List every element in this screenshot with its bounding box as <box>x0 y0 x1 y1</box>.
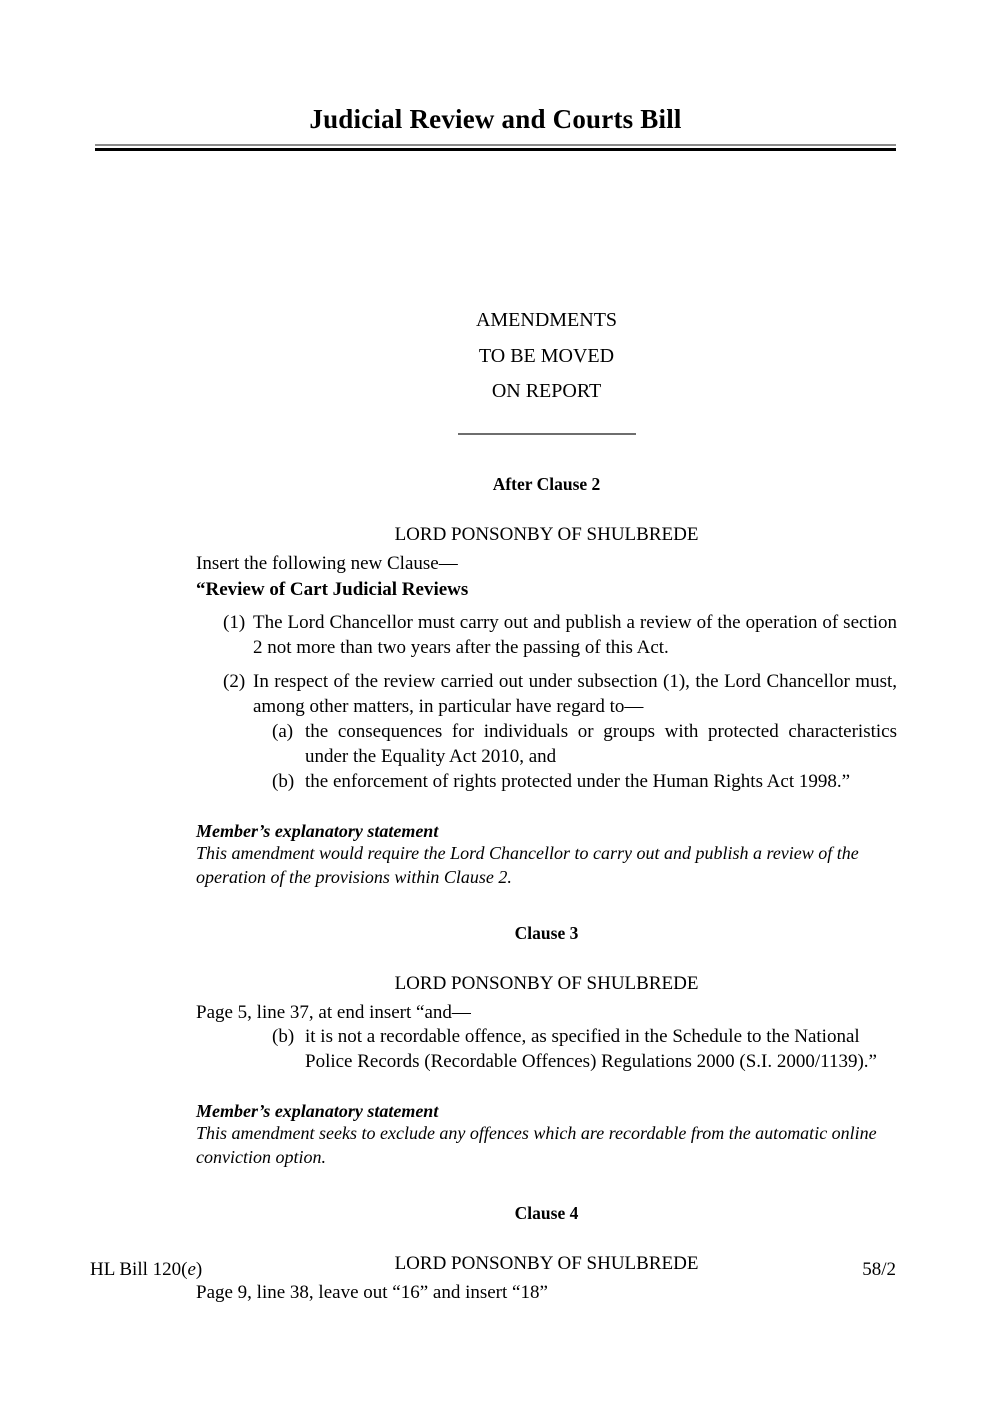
page-number: 58/2 <box>862 1259 896 1280</box>
item-text: it is not a recordable offence, as specified in the Schedule to the National Police Records (Recordable Offences) Regulations 2000 (S.I. 2000/1139).” <box>305 1026 877 1072</box>
lead-line-1: Insert the following new Clause— <box>196 553 458 574</box>
document-body <box>196 474 897 1304</box>
item-marker: (b) <box>272 1026 295 1047</box>
explanatory-statement-text-2: This amendment seeks to exclude any offences which are recordable from the automatic online conviction option. <box>196 1123 877 1167</box>
heading-line-3: ON REPORT <box>491 380 602 402</box>
lead-line-2: Page 5, line 37, at end insert “and— <box>196 1002 471 1023</box>
spacer <box>196 1169 897 1203</box>
spacer <box>196 660 897 669</box>
item-marker: (a) <box>272 721 294 742</box>
member-name-1: LORD PONSONBY OF SHULBREDE <box>394 524 699 545</box>
title-rule-thin <box>95 144 896 146</box>
spacer <box>196 995 897 1002</box>
heading-divider-wrap <box>196 425 897 443</box>
item-text: the consequences for individuals or groups with protected characteristics under the Equality Act 2010, and <box>305 721 897 767</box>
heading-divider <box>458 433 636 435</box>
explanatory-statement-heading-2: Member’s explanatory statement <box>196 1101 439 1121</box>
list-item <box>196 1024 897 1074</box>
item-text: the enforcement of rights protected under the Human Rights Act 1998.” <box>305 771 851 792</box>
clause-heading-clause-3: Clause 3 <box>514 923 579 943</box>
list-item <box>196 769 897 794</box>
amendments-heading <box>196 303 897 410</box>
heading-line-2: TO BE MOVED <box>478 344 615 367</box>
item-marker: (1) <box>223 612 246 633</box>
spacer <box>196 495 897 524</box>
item-marker: (2) <box>223 671 246 692</box>
bill-reference-suffix: ) <box>195 1259 203 1280</box>
list-item <box>196 610 897 660</box>
member-name-3: LORD PONSONBY OF SHULBREDE <box>394 1253 699 1274</box>
item-marker: (b) <box>272 771 295 792</box>
item-text: In respect of the review carried out under subsection (1), the Lord Chancellor must, among other matters, in particular have regard to— <box>253 671 897 717</box>
list-item <box>196 719 897 769</box>
bill-reference <box>90 1259 202 1281</box>
spacer <box>196 601 897 610</box>
page-footer <box>90 1259 896 1281</box>
bill-reference-prefix: HL Bill 120( <box>90 1259 188 1280</box>
spacer <box>196 794 897 821</box>
lead-line-3: Page 9, line 38, leave out “16” and insert “18” <box>196 1282 548 1303</box>
new-clause-title: “Review of Cart Judicial Reviews <box>196 579 469 600</box>
item-text: The Lord Chancellor must carry out and publish a review of the operation of section 2 not more than two years after the passing of this Act. <box>253 612 897 658</box>
spacer <box>196 889 897 923</box>
page-title: Judicial Review and Courts Bill <box>309 104 682 134</box>
spacer <box>196 1224 897 1253</box>
spacer <box>196 1074 897 1101</box>
explanatory-statement-heading-1: Member’s explanatory statement <box>196 821 439 841</box>
spacer <box>196 944 897 973</box>
title-block <box>95 104 896 151</box>
list-item <box>196 669 897 719</box>
heading-line-1: AMENDMENTS <box>475 309 618 331</box>
title-rule-thick <box>95 148 896 151</box>
member-name-2: LORD PONSONBY OF SHULBREDE <box>394 973 699 994</box>
clause-heading-after-clause-2: After Clause 2 <box>492 474 601 494</box>
explanatory-statement-text-1: This amendment would require the Lord Chancellor to carry out and publish a review of the operation of the provisions within Clause 2. <box>196 843 859 887</box>
clause-heading-clause-4: Clause 4 <box>514 1203 579 1223</box>
bill-reference-italic: e <box>187 1259 196 1280</box>
spacer <box>196 546 897 553</box>
